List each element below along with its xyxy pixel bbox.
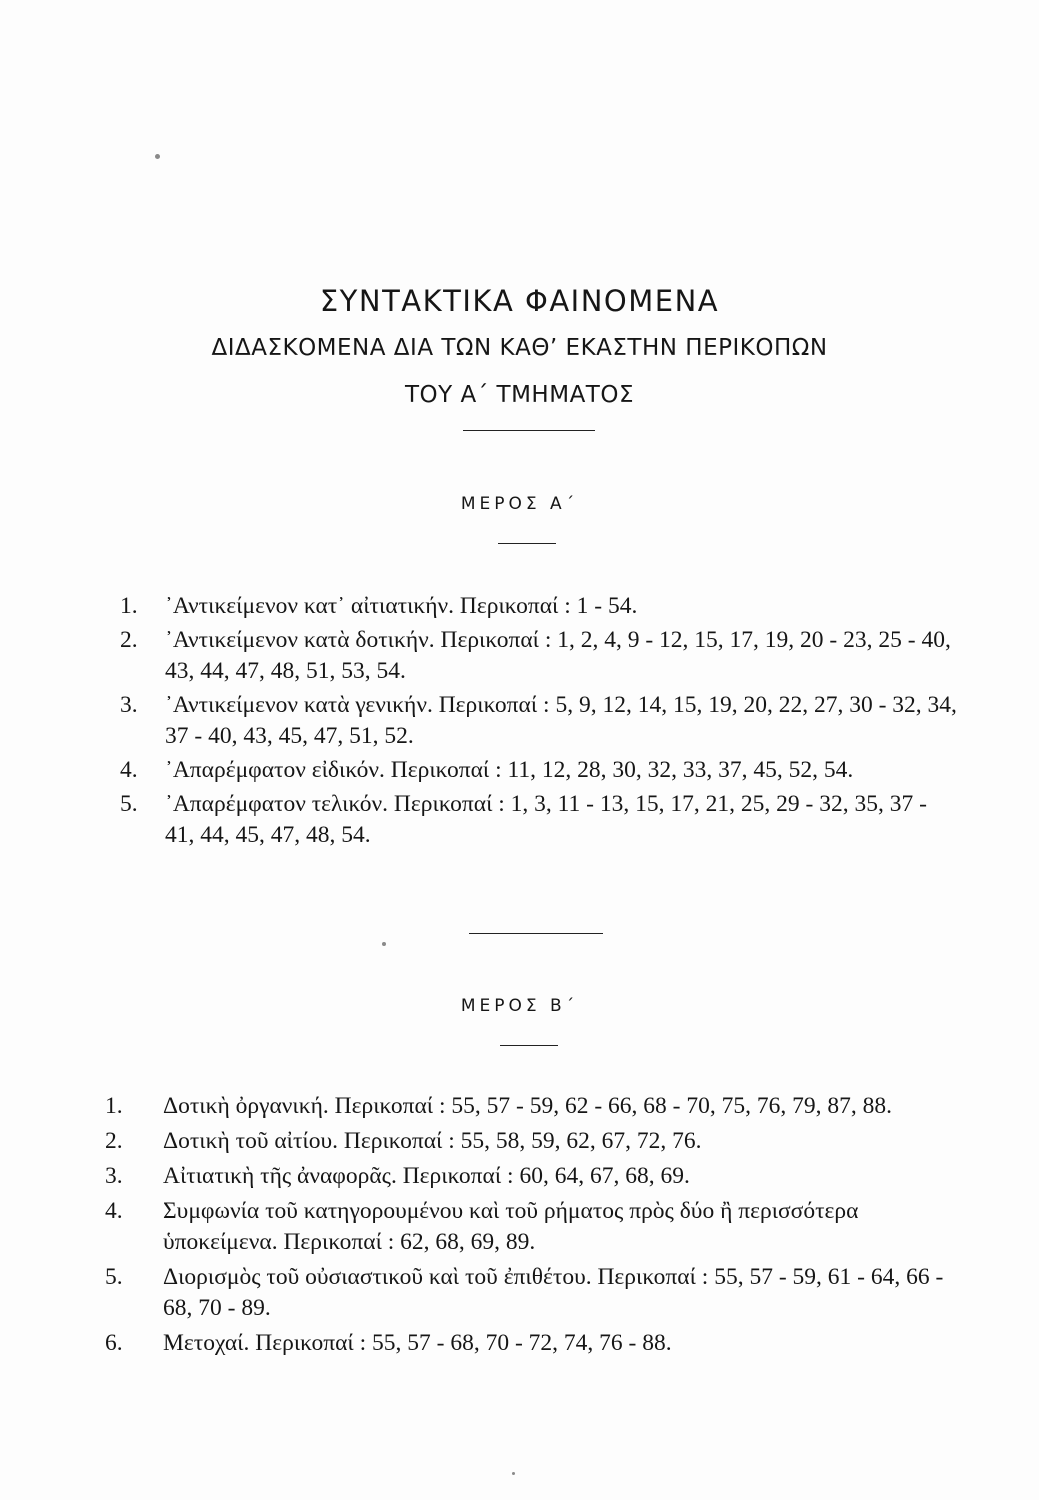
list-item-number: 2.: [120, 627, 138, 653]
list-item-number: 6.: [105, 1330, 123, 1356]
list-item: [120, 690, 962, 752]
list-item: [105, 1328, 960, 1359]
section-a-divider: [498, 543, 556, 544]
list-item-text: Δοτικὴ ὀργανική. Περικοπαί : 55, 57 - 59, 62 - 66, 68 - 70, 75, 76, 79, 87, 88.: [163, 1093, 892, 1119]
title-divider: [463, 430, 595, 431]
list-item: [105, 1262, 960, 1324]
list-item-number: 4.: [120, 757, 138, 783]
list-item: [120, 789, 962, 851]
list-item: [120, 755, 962, 786]
section-b-list: [105, 1091, 960, 1363]
list-item-text: ᾿Αντικείμενον κατ᾿ αἰτιατικήν. Περικοπαί : 1 - 54.: [165, 593, 638, 619]
list-item-text: ᾿Απαρέμφατον τελικόν. Περικοπαί : 1, 3, 11 - 13, 15, 17, 21, 25, 29 - 32, 35, 37 - 41, 44, 45, 47, 48, 54.: [165, 791, 927, 848]
paper-speck: [382, 942, 386, 946]
list-item-number: 1.: [120, 593, 138, 619]
page-subtitle-line1: ΔΙΔΑΣΚΟΜΕΝΑ ΔΙΑ ΤΩΝ ΚΑΘ’ ΕΚΑΣΤΗΝ ΠΕΡΙΚΟΠΩΝ: [211, 335, 828, 361]
list-item-text: Αἰτιατικὴ τῆς ἀναφορᾶς. Περικοπαί : 60, 64, 67, 68, 69.: [163, 1163, 690, 1189]
list-item: [105, 1091, 960, 1122]
list-item-number: 3.: [105, 1163, 123, 1189]
list-item-text: Μετοχαί. Περικοπαί : 55, 57 - 68, 70 - 72, 74, 76 - 88.: [163, 1330, 672, 1356]
section-b-heading: ΜΕΡΟΣ Β΄: [460, 996, 579, 1016]
list-item-text: ᾿Απαρέμφατον εἰδικόν. Περικοπαί : 11, 12, 28, 30, 32, 33, 37, 45, 52, 54.: [165, 757, 854, 783]
section-a-list: [120, 591, 962, 854]
list-item-number: 1.: [105, 1093, 123, 1119]
list-item-number: 2.: [105, 1128, 123, 1154]
list-item: [120, 625, 962, 687]
list-item: [105, 1126, 960, 1157]
list-item: [105, 1196, 960, 1258]
list-item: [120, 591, 962, 622]
list-item-number: 5.: [105, 1264, 123, 1290]
page-title: ΣΥΝΤΑΚΤΙΚΑ ΦΑΙΝΟΜΕΝΑ: [319, 284, 720, 318]
list-item-text: ᾿Αντικείμενον κατὰ γενικήν. Περικοπαί : 5, 9, 12, 14, 15, 19, 20, 22, 27, 30 - 32, 34, 37 - 40, 43, 45, 47, 51, 52.: [165, 692, 957, 749]
section-b-divider: [500, 1045, 558, 1046]
list-item-text: Συμφωνία τοῦ κατηγορουμένου καὶ τοῦ ρήματος πρὸς δύο ἢ περισσότερα ὑποκείμενα. Περικοπαί : 62, 68, 69, 89.: [163, 1198, 859, 1255]
page-subtitle-line2: ΤΟΥ Α΄ ΤΜΗΜΑΤΟΣ: [404, 382, 634, 408]
list-item-number: 5.: [120, 791, 138, 817]
list-item-number: 4.: [105, 1198, 123, 1224]
section-a-heading: ΜΕΡΟΣ Α΄: [460, 494, 579, 514]
section-divider: [469, 933, 603, 934]
list-item: [105, 1161, 960, 1192]
list-item-text: ᾿Αντικείμενον κατὰ δοτικήν. Περικοπαί : 1, 2, 4, 9 - 12, 15, 17, 19, 20 - 23, 25 - 40, 43, 44, 47, 48, 51, 53, 54.: [165, 627, 951, 684]
list-item-text: Δοτικὴ τοῦ αἰτίου. Περικοπαί : 55, 58, 59, 62, 67, 72, 76.: [163, 1128, 702, 1154]
paper-speck: [155, 154, 160, 159]
list-item-text: Διορισμὸς τοῦ οὐσιαστικοῦ καὶ τοῦ ἐπιθέτου. Περικοπαί : 55, 57 - 59, 61 - 64, 66 - 68, 70 - 89.: [163, 1264, 944, 1321]
paper-speck: [512, 1472, 515, 1475]
list-item-number: 3.: [120, 692, 138, 718]
